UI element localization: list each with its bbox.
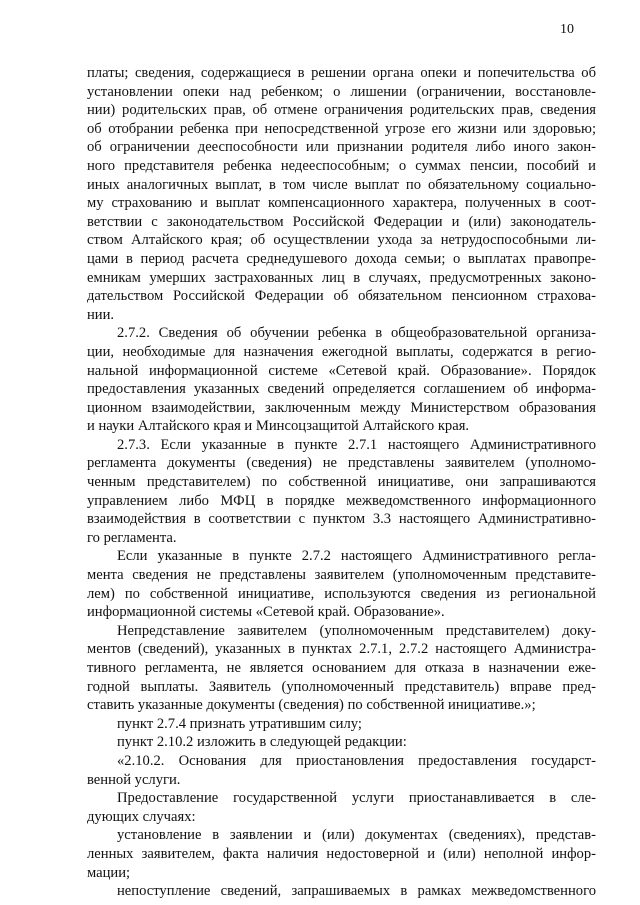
- text-line: мации;: [87, 864, 131, 881]
- text-line: взаимодействия в соответствии с пунктом 3.3 настоящего Административно-: [87, 511, 596, 528]
- text-line: го регламента.: [87, 529, 177, 546]
- text-line: ции, необходимые для назначения ежегодной выплаты, содержатся в регио-: [87, 343, 596, 360]
- text-line: ченным представителем) по собственной инициативе, они запрашиваются: [87, 474, 596, 491]
- text-line: ного представителя ребенка недееспособным; о суммах пенсии, пособий и: [87, 157, 596, 174]
- text-line: тивного регламента, не является основанием для отказа в назначении еже-: [87, 660, 596, 676]
- text-line: об отобрании ребенка при непосредственной угрозе его жизни или здоровью;: [87, 120, 596, 137]
- text-line: установление в заявлении и (или) документах (сведениях), представ-: [117, 827, 596, 844]
- text-line: лем) по собственной инициативе, используются сведения из региональной: [87, 585, 596, 602]
- text-line: иных аналогичных выплат, в том числе выплат по обязательному социально-: [87, 176, 596, 193]
- text-line: ветствии с законодательством Российской Федерации и (или) законодатель-: [87, 213, 596, 230]
- text-line: нии) родительских прав, об отмене ограничения родительских прав, сведения: [87, 102, 596, 119]
- text-line: дующих случаях:: [87, 808, 196, 825]
- text-line: пункт 2.10.2 изложить в следующей редакции:: [117, 734, 407, 751]
- text-line: управлением либо МФЦ в порядке межведомственного информационного: [87, 492, 596, 509]
- text-line: венной услуги.: [87, 771, 181, 788]
- text-line: предоставления указанных сведений определяется соглашением об информа-: [87, 381, 596, 398]
- text-line: годной выплаты. Заявитель (уполномоченный представитель) вправе пред-: [87, 678, 596, 695]
- text-line: «2.10.2. Основания для приостановления предоставления государст-: [117, 752, 596, 769]
- text-line: Предоставление государственной услуги приостанавливается в сле-: [117, 790, 596, 807]
- text-line: 2.7.2. Сведения об обучении ребенка в общеобразовательной организа-: [117, 325, 596, 342]
- text-line: пункт 2.7.4 признать утратившим силу;: [117, 715, 362, 732]
- text-line: регламента документы (сведения) не представлены заявителем (уполномо-: [87, 455, 596, 472]
- text-line: цами в период расчета среднедушевого дохода семьи; о выплатах правопре-: [87, 250, 596, 267]
- text-line: нии.: [87, 306, 115, 323]
- text-line: ционном взаимодействии, заключенным между Министерством образования: [87, 399, 596, 416]
- text-line: установлении опеки над ребенком; о лишении (ограничении, восстановле-: [87, 83, 596, 100]
- text-line: непоступление сведений, запрашиваемых в рамках межведомственного: [117, 883, 596, 900]
- text-line: ментов (сведений), указанных в пунктах 2.7.1, 2.7.2 настоящего Администра-: [87, 641, 596, 658]
- text-line: ством Алтайского края; об осуществлении ухода за нетрудоспособными ли-: [87, 232, 596, 249]
- document-body: [87, 64, 596, 901]
- text-line: ленных заявителем, факта наличия недостоверной и (или) неполной инфор-: [87, 845, 596, 862]
- text-line: му страхованию и выплат компенсационного характера, полученных в соот-: [87, 195, 596, 212]
- text-line: дательством Российской Федерации об обязательном пенсионном страхова-: [87, 288, 596, 305]
- text-line: 2.7.3. Если указанные в пункте 2.7.1 настоящего Административного: [117, 436, 596, 453]
- text-line: информационной системы «Сетевой край. Образование».: [87, 604, 445, 621]
- text-line: Если указанные в пункте 2.7.2 настоящего Административного регла-: [117, 548, 596, 565]
- text-line: и науки Алтайского края и Минсоцзащитой Алтайского края.: [87, 418, 470, 435]
- text-line: платы; сведения, содержащиеся в решении органа опеки и попечительства об: [87, 65, 596, 81]
- text-line: Непредставление заявителем (уполномоченным представителем) доку-: [117, 622, 596, 639]
- text-line: ставить указанные документы (сведения) по собственной инициативе.»;: [87, 697, 536, 714]
- text-line: нальной информационной системе «Сетевой край. Образование». Порядок: [87, 362, 596, 379]
- text-line: мента сведения не представлены заявителем (уполномоченным представите-: [87, 567, 596, 584]
- text-line: об ограничении дееспособности или признании родителя либо иного закон-: [87, 139, 596, 156]
- text-line: емникам умерших застрахованных лиц в случаях, предусмотренных законо-: [87, 269, 596, 286]
- page-number: 10: [560, 22, 574, 37]
